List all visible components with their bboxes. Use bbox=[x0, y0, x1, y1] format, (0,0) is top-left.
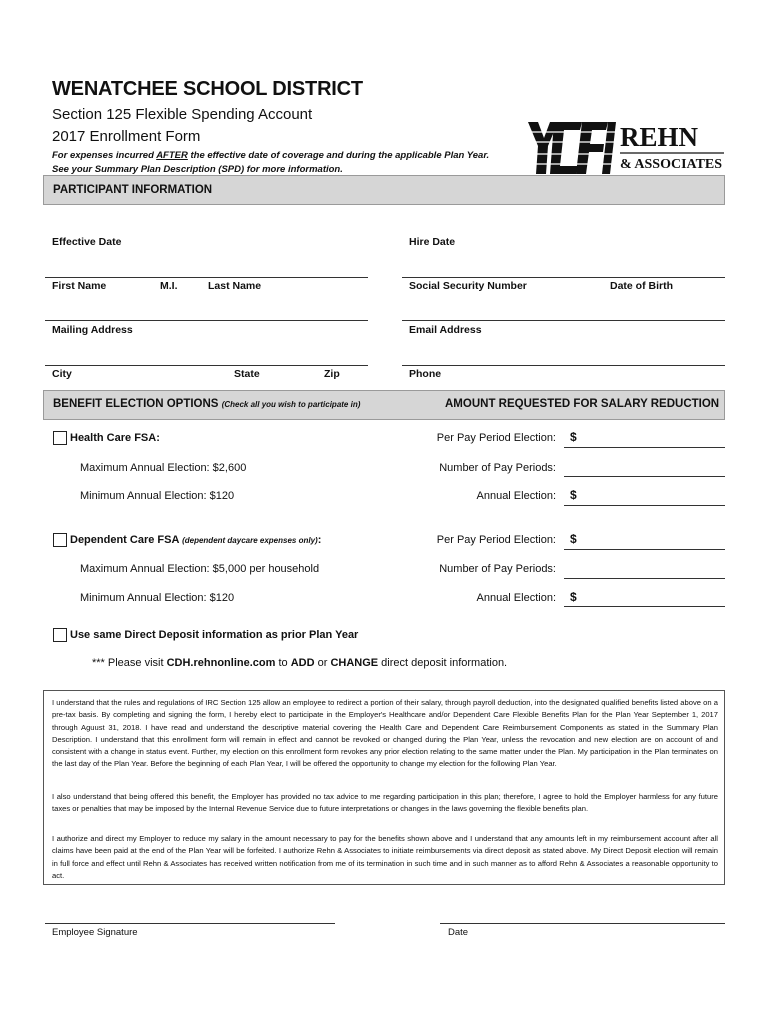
dependent-annual-dollar: $ bbox=[570, 590, 577, 604]
rehn-associates-logo bbox=[524, 120, 726, 176]
health-per-pay-dollar: $ bbox=[570, 430, 577, 444]
form-subtitle: Section 125 Flexible Spending Account bbox=[52, 106, 313, 123]
mi-label: M.I. bbox=[160, 280, 178, 292]
city-line[interactable] bbox=[45, 365, 368, 366]
participant-info-heading: PARTICIPANT INFORMATION bbox=[53, 184, 213, 196]
dependent-max-election: Maximum Annual Election: $5,000 per household bbox=[80, 563, 320, 575]
health-annual-dollar: $ bbox=[570, 488, 577, 502]
signature-date-line[interactable] bbox=[440, 923, 725, 924]
health-annual-label: Annual Election: bbox=[476, 490, 556, 502]
direct-deposit-label: Use same Direct Deposit information as prior Plan Year bbox=[70, 629, 359, 641]
svg-text:& ASSOCIATES: & ASSOCIATES bbox=[620, 157, 723, 172]
dependent-annual-input[interactable] bbox=[564, 606, 725, 607]
dependent-num-pay-input[interactable] bbox=[564, 578, 725, 579]
dob-label: Date of Birth bbox=[610, 280, 673, 292]
name-field-line[interactable] bbox=[45, 277, 368, 278]
health-min-election: Minimum Annual Election: $120 bbox=[80, 490, 235, 502]
phone-line[interactable] bbox=[402, 365, 725, 366]
health-annual-input[interactable] bbox=[564, 505, 725, 506]
mailing-address-line[interactable] bbox=[45, 320, 368, 321]
employee-signature-line[interactable] bbox=[45, 923, 335, 924]
health-care-fsa-label: Health Care FSA: bbox=[70, 432, 160, 444]
document-title: WENATCHEE SCHOOL DISTRICT bbox=[52, 78, 363, 100]
logo-mark-icon bbox=[524, 120, 726, 176]
dependent-min-election: Minimum Annual Election: $120 bbox=[80, 592, 235, 604]
dependent-annual-label: Annual Election: bbox=[476, 592, 556, 604]
dependent-care-fsa-label: Dependent Care FSA (dependent daycare expenses only): bbox=[70, 534, 322, 546]
health-num-pay-input[interactable] bbox=[564, 476, 725, 477]
health-care-fsa-checkbox[interactable] bbox=[53, 431, 67, 445]
phone-label: Phone bbox=[409, 368, 442, 380]
amount-requested-heading: AMOUNT REQUESTED FOR SALARY REDUCTION bbox=[445, 398, 720, 410]
health-max-election: Maximum Annual Election: $2,600 bbox=[80, 462, 247, 474]
first-name-label: First Name bbox=[52, 280, 107, 292]
form-year-title: 2017 Enrollment Form bbox=[52, 128, 201, 145]
city-label: City bbox=[52, 368, 72, 380]
dependent-care-fsa-checkbox[interactable] bbox=[53, 533, 67, 547]
last-name-label: Last Name bbox=[208, 280, 262, 292]
benefit-election-heading: BENEFIT ELECTION OPTIONS (Check all you wish to participate in) bbox=[53, 398, 361, 410]
authorization-paragraph-3: I authorize and direct my Employer to reduce my salary in the amount necessary to pay for the benefits shown above and I understand that any amounts left in my reimbursement account after all claims have been paid at the end of the Plan Year will be forfeited. I authorize Rehn & Associates to initiate reimbursements via direct deposit as stated above. My Direct Deposit election will remain in full force and effect until Rehn & Associates has received written notification from me of its termination in such time and in such manner as to afford Rehn & Associates a reasonable opportunity to act. bbox=[52, 834, 718, 880]
state-label: State bbox=[234, 368, 260, 380]
ssn-dob-field-line[interactable] bbox=[402, 277, 725, 278]
zip-label: Zip bbox=[324, 368, 340, 380]
health-per-pay-label: Per Pay Period Election: bbox=[436, 432, 556, 444]
effective-date-label: Effective Date bbox=[52, 236, 122, 248]
direct-deposit-checkbox[interactable] bbox=[53, 628, 67, 642]
health-num-pay-label: Number of Pay Periods: bbox=[439, 462, 556, 474]
signature-date-label: Date bbox=[448, 927, 469, 938]
dependent-per-pay-input[interactable] bbox=[564, 549, 725, 550]
authorization-paragraph-2: I also understand that being offered this benefit, the Employer has provided no tax advice to me regarding participation in this plan; therefore, I agree to hold the Employer harmless for any future taxes or penalties that may be imposed by the Internal Revenue Service due to future interpretations or changes in the laws governing the flexible benefits plan. bbox=[52, 792, 718, 814]
health-per-pay-input[interactable] bbox=[564, 447, 725, 448]
direct-deposit-instructions: *** Please visit CDH.rehnonline.com to ADD or CHANGE direct deposit information. bbox=[92, 657, 508, 669]
coverage-note: For expenses incurred AFTER the effective date of coverage and during the applicable Plan Year. See your Summary Plan Description (SPD) for more information. bbox=[52, 150, 490, 175]
dependent-num-pay-label: Number of Pay Periods: bbox=[439, 563, 556, 575]
hire-date-label: Hire Date bbox=[409, 236, 456, 248]
email-label: Email Address bbox=[409, 324, 482, 336]
ssn-label: Social Security Number bbox=[409, 280, 527, 292]
svg-text:REHN: REHN bbox=[620, 122, 699, 152]
authorization-paragraph-1: I understand that the rules and regulations of IRC Section 125 allow an employee to redirect a portion of their salary, through payroll deduction, into the designated qualified benefits listed above on a pre-tax basis. By completing and signing the form, I hereby elect to participate in the Employer's Healthcare and/or Dependent Care Flexible Benefits Plan for the Plan Year September 1, 2017 through Aguust 31, 2018. I have read and understand the descriptive material covering the Health Care and Dependent Care Reimbursement Components as stated in the Summary Plan Description. I understand that this enrollment form will remain in effect and cannot be revoked or changed during the Plan Year, unless the revocation and new election are on account of and consistent with a change in status event. Further, my election on this enrollment form revokes any prior election relating to the same matter under the Plan. My participation in the Plan terminates on the last day of the Plan Year. Before the beginning of each Plan Year, I will be offered the opportunity to change my election for the following Plan Year. bbox=[52, 698, 718, 769]
mailing-address-label: Mailing Address bbox=[52, 324, 133, 336]
dependent-per-pay-label: Per Pay Period Election: bbox=[436, 534, 556, 546]
employee-signature-label: Employee Signature bbox=[52, 927, 138, 938]
dependent-per-pay-dollar: $ bbox=[570, 532, 577, 546]
cdh-link[interactable]: CDH.rehnonline.com bbox=[166, 657, 276, 669]
email-line[interactable] bbox=[402, 320, 725, 321]
